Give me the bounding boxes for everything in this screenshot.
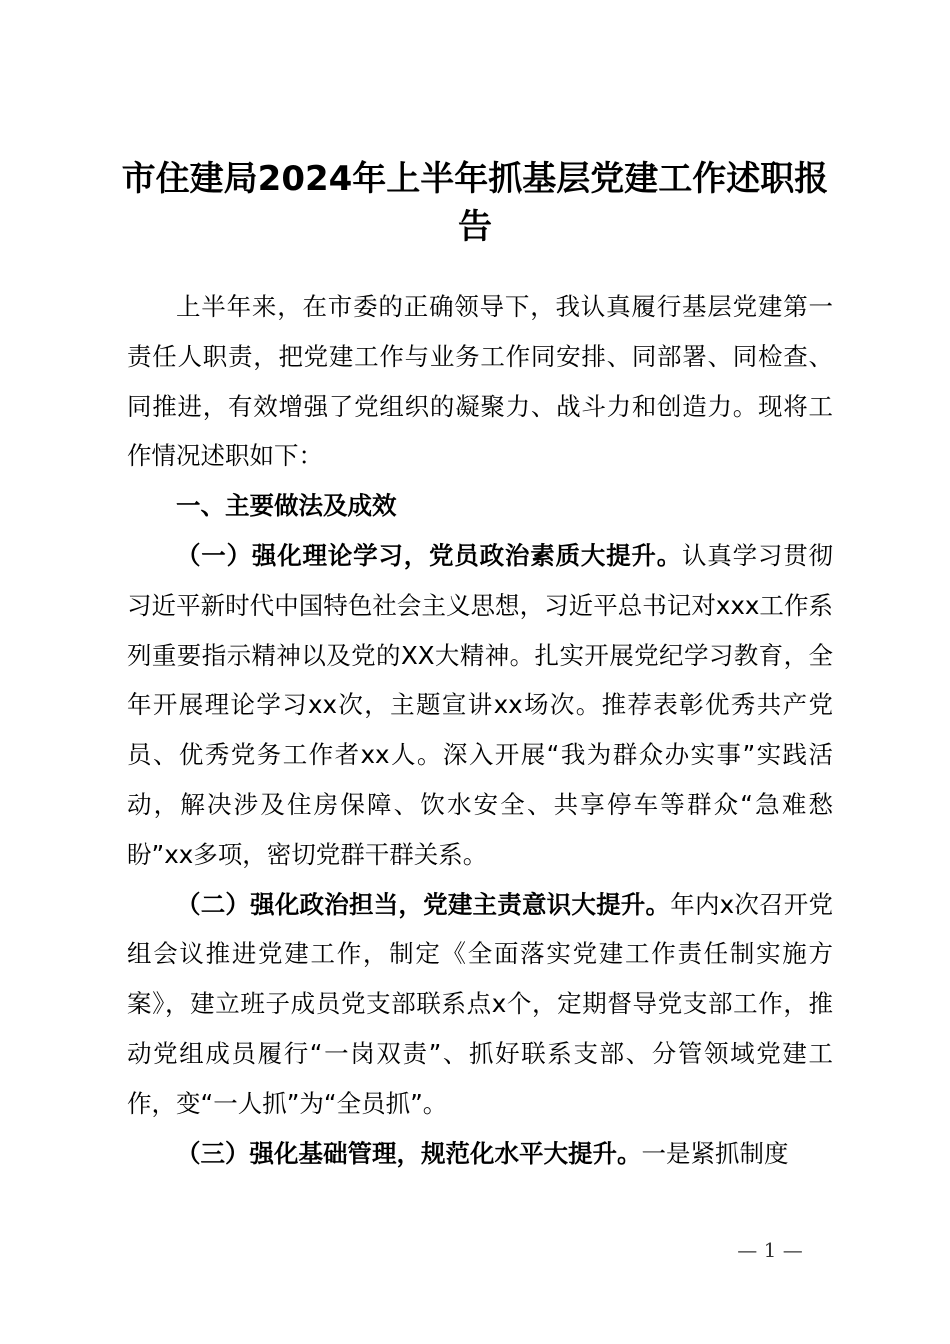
item-paragraph-2 — [127, 880, 833, 1129]
item-text-1: 认真学习贯彻习近平新时代中国特色社会主义思想，习近平总书记对xxx工作系列重要指示精神以及党的XX大精神。扎实开展党纪学习教育，全年开展理论学习xx次，主题宣讲xx场次。推荐表彰优秀共产党员、优秀党务工作者xx人。深入开展“我为群众办实事”实践活动，解决涉及住房保障、饮水安全、共享停车等群众“急难愁盼”xx多项，密切党群干群关系。 — [127, 540, 833, 869]
item-paragraph-1 — [127, 531, 833, 880]
item-text-2: 年内x次召开党组会议推进党建工作，制定《全面落实党建工作责任制实施方案》，建立班子成员党支部联系点x个，定期督导党支部工作，推动党组成员履行“一岗双责”、抓好联系支部、分管领域党建工作，变“一人抓”为“全员抓”。 — [127, 889, 834, 1118]
intro-paragraph: 上半年来，在市委的正确领导下，我认真履行基层党建第一责任人职责，把党建工作与业务工作同安排、同部署、同检查、同推进，有效增强了党组织的凝聚力、战斗力和创造力。现将工作情况述职如下： — [127, 292, 833, 471]
document-body — [127, 282, 833, 1178]
section-heading: 一、主要做法及成效 — [176, 491, 397, 521]
page-number: — 1 — — [737, 1238, 803, 1262]
item-heading-3: （三）强化基础管理，规范化水平大提升。 — [176, 1138, 642, 1168]
item-paragraph-3 — [127, 1129, 833, 1179]
item-text-3: 一是紧抓制度 — [641, 1138, 789, 1168]
document-title: 市住建局2024年上半年抓基层党建工作述职报告 — [121, 159, 829, 247]
item-heading-2: （二）强化政治担当，党建主责意识大提升。 — [176, 889, 671, 919]
item-heading-1: （一）强化理论学习，党员政治素质大提升。 — [176, 540, 682, 570]
